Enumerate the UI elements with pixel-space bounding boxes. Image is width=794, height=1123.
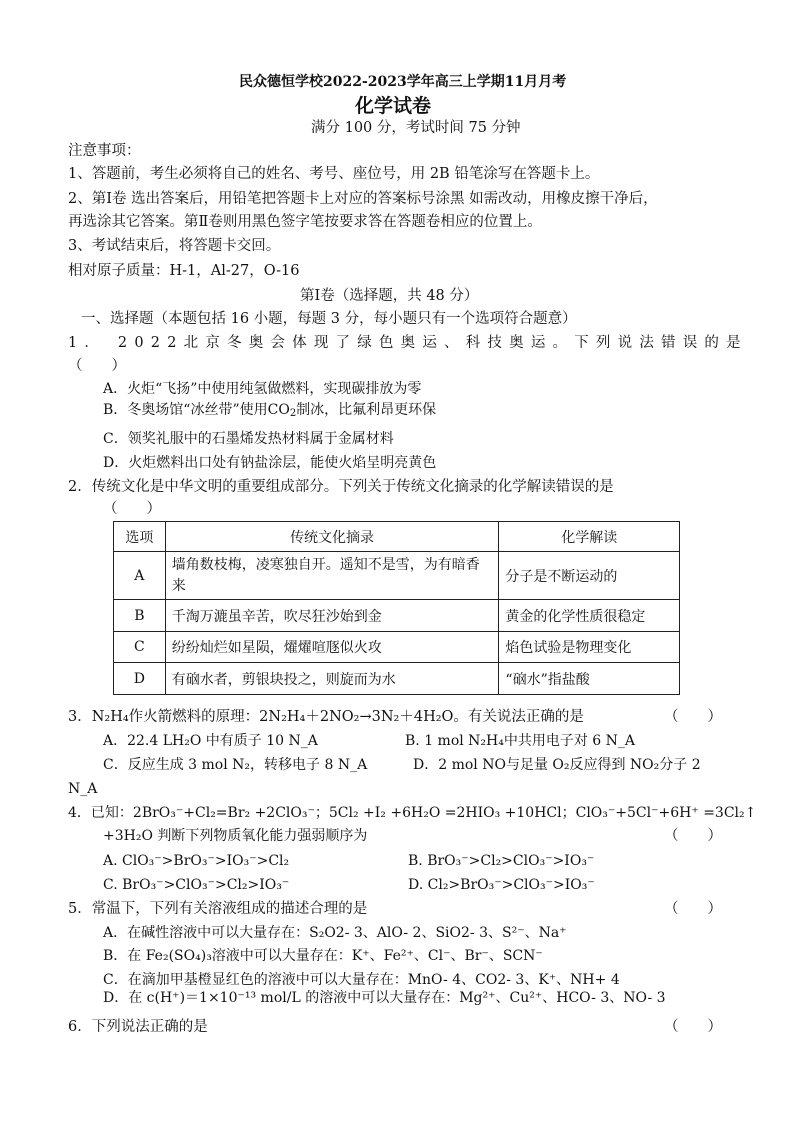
q1-option-c: C．领奖礼服中的石墨烯发热材料属于金属材料: [103, 431, 394, 447]
table-row: [114, 552, 680, 600]
q1-option-a: A．火炬“飞扬”中使用纯氢做燃料，实现碳排放为零: [103, 381, 422, 397]
q4-option-b: B. BrO₃⁻>Cl₂>ClO₃⁻>IO₃⁻: [408, 853, 595, 869]
table-cell: 分子是不断运动的: [499, 552, 680, 600]
note-item-1: 1、答题前，考生必须将自己的姓名、考号、座位号，用 2B 铅笔涂写在答题卡上。: [68, 166, 600, 182]
q5-answer-paren: （ ）: [664, 901, 722, 917]
table-cell: B: [114, 600, 166, 632]
table-header-cell: 化学解读: [499, 522, 680, 552]
table-cell: C: [114, 632, 166, 663]
volume-title: 第Ⅰ卷（选择题，共 48 分）: [300, 288, 479, 304]
q2-table: [113, 521, 680, 695]
exam-meta: 满分 100 分，考试时间 75 分钟: [311, 120, 521, 136]
table-cell: 纷纷灿烂如星陨，燿燿喧豗似火攻: [165, 632, 499, 663]
q4-stem-line-2: +3H₂O 判断下列物质氧化能力强弱顺序为: [103, 828, 368, 844]
q2-stem: 2．传统文化是中华文明的重要组成部分。下列关于传统文化摘录的化学解读错误的是: [68, 479, 614, 495]
notes-title: 注意事项：: [68, 143, 141, 159]
table-cell: 焰色试验是物理变化: [499, 632, 680, 663]
q4-stem-line-1: 4．已知：2BrO₃⁻+Cl₂=Br₂ +2ClO₃⁻；5Cl₂ +I₂ +6H₂O =2HIO₃ +10HCl；ClO₃⁻+5Cl⁻+6H⁺ =3Cl₂↑: [68, 805, 757, 821]
q4-option-c: C. BrO₃⁻>ClO₃⁻>Cl₂>IO₃⁻: [103, 877, 290, 893]
table-cell: 有硇水者，剪银块投之，则旋而为水: [165, 663, 499, 695]
subject-title: 化学试卷: [355, 95, 432, 117]
table-cell: “硇水”指盐酸: [499, 663, 680, 695]
q3-stem: 3．N₂H₄作火箭燃料的原理：2N₂H₄＋2NO₂→3N₂＋4H₂O。有关说法正确的是: [68, 709, 584, 725]
q4-option-d: D. Cl₂>BrO₃⁻>ClO₃⁻>IO₃⁻: [408, 877, 595, 893]
q5-option-a: A．在碱性溶液中可以大量存在：S₂O2- 3、AlO- 2、SiO2- 3、S²⁻、Na⁺: [103, 925, 567, 941]
note-item-3: 3、考试结束后，将答题卡交回。: [68, 238, 281, 254]
q3-option-c: C．反应生成 3 mol N₂，转移电子 8 N_A: [103, 757, 368, 773]
table-header-row: [114, 522, 680, 552]
atomic-mass: 相对原子质量：H-1，Al-27，O-16: [68, 263, 300, 279]
table-header-cell: 选项: [114, 522, 166, 552]
table-row: [114, 632, 680, 663]
note-item-2-line-2: 再选涂其它答案。第Ⅱ卷则用黑色签字笔按要求答在答题卷相应的位置上。: [68, 214, 542, 230]
q1-option-d: D．火炬燃料出口处有钠盐涂层，能使火焰呈明亮黄色: [103, 455, 437, 471]
table-cell: 黄金的化学性质很稳定: [499, 600, 680, 632]
q3-option-d: D．2 mol NO与足量 O₂反应得到 NO₂分子 2: [413, 757, 701, 773]
table-cell: 墙角数枝梅，凌寒独自开。遥知不是雪，为有暗香来: [165, 552, 499, 600]
table-header-cell: 传统文化摘录: [165, 522, 499, 552]
q3-option-a: A．22.4 LH₂O 中有质子 10 N_A: [103, 733, 318, 749]
table-row: [114, 600, 680, 632]
table-cell: 千淘万漉虽辛苦，吹尽狂沙始到金: [165, 600, 499, 632]
q6-answer-paren: （ ）: [664, 1019, 722, 1035]
table-cell: D: [114, 663, 166, 695]
table-row: [114, 663, 680, 695]
q5-option-b: B．在 Fe₂(SO₄)₃溶液中可以大量存在：K⁺、Fe²⁺、Cl⁻、Br⁻、SCN⁻: [103, 948, 543, 964]
q1-stem: 1． 2022北京冬奥会体现了绿色奥运、科技奥运。下列说法错误的是: [68, 335, 748, 351]
q1-option-b: B．冬奥场馆“冰丝带”使用$CO_2$制冰，比氟利昂更环保: [103, 402, 437, 419]
school-title: 民众德恒学校2022-2023学年高三上学期11月月考: [239, 74, 567, 90]
q5-option-c: C．在滴加甲基橙显红色的溶液中可以大量存在：MnO- 4、CO2- 3、K⁺、NH+ 4: [103, 972, 620, 988]
q4-option-a: A. ClO₃⁻>BrO₃⁻>IO₃⁻>Cl₂: [103, 853, 290, 869]
q5-option-d: D．在 c(H⁺)＝1×10⁻¹³ mol/L 的溶液中可以大量存在：Mg²⁺、Cu²⁺、HCO- 3、NO- 3: [103, 990, 666, 1006]
q3-option-d-continued: N_A: [68, 781, 98, 797]
q5-stem: 5．常温下，下列有关溶液组成的描述合理的是: [68, 901, 368, 917]
note-item-2-line-1: 2、第Ⅰ卷 选出答案后，用铅笔把答题卡上对应的答案标号涂黑 如需改动，用橡皮擦干净后，: [68, 191, 658, 207]
q4-answer-paren: （ ）: [664, 828, 722, 844]
part-title: 一、选择题（本题包括 16 小题，每题 3 分，每小题只有一个选项符合题意）: [81, 311, 577, 327]
q2-answer-paren: （ ）: [103, 501, 161, 517]
q6-stem: 6．下列说法正确的是: [68, 1019, 208, 1035]
q1-answer-paren: （ ）: [68, 358, 126, 374]
q3-option-b: B. 1 mol N₂H₄中共用电子对 6 N_A: [405, 733, 636, 749]
q3-answer-paren: （ ）: [664, 709, 722, 725]
table-cell: A: [114, 552, 166, 600]
